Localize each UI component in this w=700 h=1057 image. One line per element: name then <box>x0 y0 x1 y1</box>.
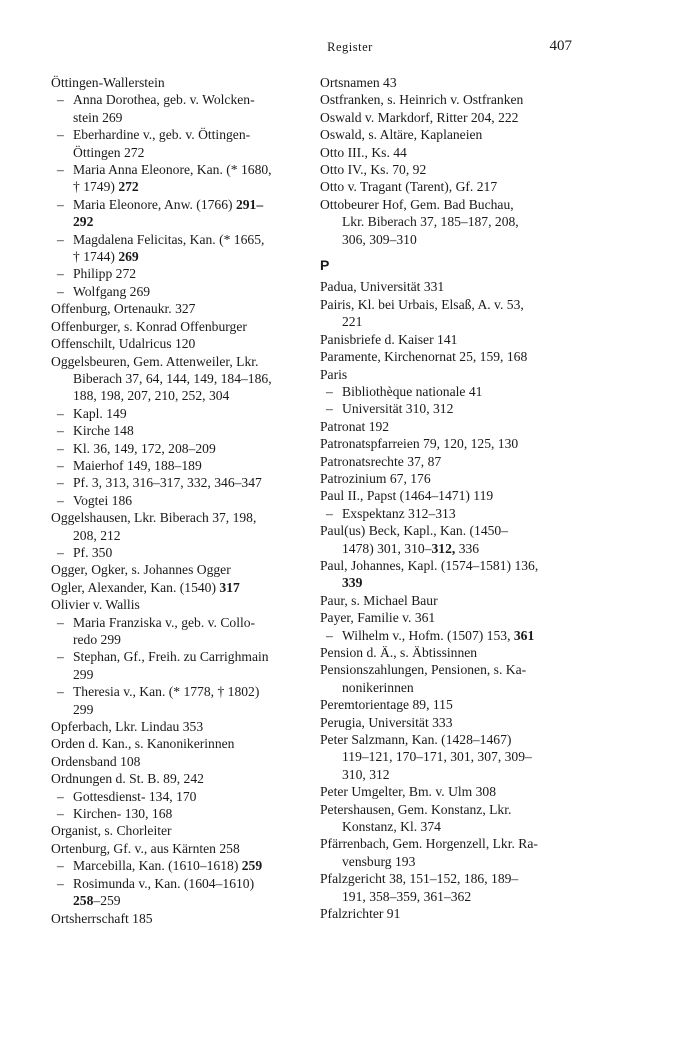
index-entry: Ordnungen d. St. B. 89, 242 <box>51 771 204 787</box>
index-subentry: – Maierhof 149, 188–189 <box>51 457 313 474</box>
index-subentry: – Wilhelm v., Hofm. (1507) 153, 361 <box>320 627 571 644</box>
index-subentry: – Bibliothèque nationale 41 <box>320 383 571 400</box>
index-entry: Pfalzgericht 38, 151–152, 186, 189– <box>320 871 519 887</box>
bold-page-ref: 317 <box>219 579 240 595</box>
index-subentry: – Rosimunda v., Kan. (1604–1610) <box>51 875 313 892</box>
index-entry: Padua, Universität 331 <box>320 279 445 295</box>
index-continuation: Konstanz, Kl. 374 <box>342 819 441 835</box>
index-entry: Peter Umgelter, Bm. v. Ulm 308 <box>320 784 497 800</box>
index-entry: Oswald v. Markdorf, Ritter 204, 222 <box>320 109 519 125</box>
index-continuation: stein 269 <box>73 109 123 125</box>
index-entry: Otto IV., Ks. 70, 92 <box>320 162 427 178</box>
index-entry: Olivier v. Wallis <box>51 597 140 613</box>
index-entry: Organist, s. Chorleiter <box>51 823 172 839</box>
index-subentry: – Stephan, Gf., Freih. zu Carrighmain <box>51 648 313 665</box>
section-letter-heading: P <box>320 257 330 274</box>
index-entry: Offenburger, s. Konrad Offenburger <box>51 318 247 334</box>
index-entry: Perugia, Universität 333 <box>320 714 453 730</box>
index-subentry: – Vogtei 186 <box>51 492 313 509</box>
index-continuation: 119–121, 170–171, 301, 307, 309– <box>342 749 532 765</box>
index-entry: Peter Salzmann, Kan. (1428–1467) <box>320 732 512 748</box>
index-continuation: Öttingen 272 <box>73 144 145 160</box>
index-entry: Oswald, s. Altäre, Kaplaneien <box>320 127 483 143</box>
index-continuation: 208, 212 <box>73 527 121 543</box>
index-subentry: – Philipp 272 <box>51 265 313 282</box>
index-entry: Opferbach, Lkr. Lindau 353 <box>51 719 204 735</box>
index-continuation: 310, 312 <box>342 766 390 782</box>
index-subentry: – Magdalena Felicitas, Kan. (* 1665, <box>51 231 313 248</box>
bold-page-ref: 259 <box>241 858 263 874</box>
bold-page-ref: 269 <box>118 249 139 265</box>
index-subentry: – Anna Dorothea, geb. v. Wolcken- <box>51 91 313 108</box>
index-entry: Otto v. Tragant (Tarent), Gf. 217 <box>320 179 498 195</box>
index-subentry: – Kirche 148 <box>51 422 313 439</box>
index-continuation: Biberach 37, 64, 144, 149, 184–186, <box>73 370 272 386</box>
index-entry: Otto III., Ks. 44 <box>320 144 407 160</box>
index-subentry: – Maria Anna Eleonore, Kan. (* 1680, <box>51 161 313 178</box>
index-continuation: 221 <box>342 314 363 330</box>
index-entry: Öttingen-Wallerstein <box>51 75 165 90</box>
index-entry: Ordensband 108 <box>51 753 141 769</box>
index-subentry: – Pf. 350 <box>51 544 313 561</box>
index-entry: Pfalzrichter 91 <box>320 906 401 922</box>
index-continuation: vensburg 193 <box>342 853 416 869</box>
bold-page-ref: 312, <box>431 540 456 556</box>
index-entry: Patronatspfarreien 79, 120, 125, 130 <box>320 436 519 452</box>
bold-page-ref: 361 <box>513 627 535 643</box>
index-entry: Oggelshausen, Lkr. Biberach 37, 198, <box>51 510 257 526</box>
bold-page-ref: 258 <box>73 893 94 909</box>
index-entry: Ortenburg, Gf. v., aus Kärnten 258 <box>51 840 240 856</box>
index-subentry: – Pf. 3, 313, 316–317, 332, 346–347 <box>51 474 313 491</box>
index-continuation: 1478) 301, 310–312, 336 <box>342 540 480 556</box>
index-entry: Oggelsbeuren, Gem. Attenweiler, Lkr. <box>51 353 259 369</box>
index-subentry: – Theresia v., Kan. (* 1778, † 1802) <box>51 683 313 700</box>
index-column-right <box>320 74 571 923</box>
index-entry: Paramente, Kirchenornat 25, 159, 168 <box>320 349 528 365</box>
index-continuation: 191, 358–359, 361–362 <box>342 888 472 904</box>
index-subentry: – Gottesdienst- 134, 170 <box>51 788 313 805</box>
index-continuation: † 1749) 272 <box>73 179 139 195</box>
index-subentry: – Eberhardine v., geb. v. Öttingen- <box>51 126 313 143</box>
index-entry: Ortsnamen 43 <box>320 75 397 90</box>
index-entry: Patronat 192 <box>320 418 390 434</box>
index-subentry: – Kapl. 149 <box>51 405 313 422</box>
index-subentry: – Wolfgang 269 <box>51 283 313 300</box>
running-title: Register <box>327 40 373 54</box>
index-entry: Pfärrenbach, Gem. Horgenzell, Lkr. Ra- <box>320 836 538 852</box>
bold-page-ref: 291– <box>235 196 264 212</box>
index-entry: Paul(us) Beck, Kapl., Kan. (1450– <box>320 523 509 539</box>
index-entry: Pension d. Ä., s. Äbtissinnen <box>320 645 478 660</box>
page-number: 407 <box>549 38 572 54</box>
index-entry: Paris <box>320 366 348 382</box>
index-entry: Pensionszahlungen, Pensionen, s. Ka- <box>320 662 527 678</box>
index-continuation: 306, 309–310 <box>342 231 417 247</box>
index-entry: Patrozinium 67, 176 <box>320 470 431 486</box>
index-column-left <box>51 74 313 927</box>
index-entry: Orden d. Kan., s. Kanonikerinnen <box>51 736 235 752</box>
index-continuation <box>51 213 313 230</box>
index-subentry: – Maria Franziska v., geb. v. Collo- <box>51 614 313 631</box>
index-entry: Patronatsrechte 37, 87 <box>320 453 442 469</box>
bold-page-ref: 292 <box>73 214 94 230</box>
index-entry: Offenschilt, Udalricus 120 <box>51 336 196 352</box>
bold-page-ref: 339 <box>342 575 363 591</box>
index-continuation <box>320 574 571 591</box>
index-continuation: nonikerinnen <box>342 679 414 695</box>
index-entry: Ostfranken, s. Heinrich v. Ostfranken <box>320 92 524 108</box>
index-continuation: 258–259 <box>73 893 121 909</box>
index-entry: Paul II., Papst (1464–1471) 119 <box>320 488 494 504</box>
index-entry: Ogler, Alexander, Kan. (1540) 317 <box>51 579 240 595</box>
index-entry: Ortsherrschaft 185 <box>51 910 153 926</box>
index-entry: Pairis, Kl. bei Urbais, Elsaß, A. v. 53, <box>320 296 524 312</box>
index-continuation: † 1744) 269 <box>73 249 139 265</box>
index-entry: Petershausen, Gem. Konstanz, Lkr. <box>320 801 512 817</box>
index-entry: Paul, Johannes, Kapl. (1574–1581) 136, <box>320 557 539 573</box>
index-continuation: 188, 198, 207, 210, 252, 304 <box>73 388 230 404</box>
index-continuation: redo 299 <box>73 632 121 647</box>
index-subentry: – Universität 310, 312 <box>320 400 571 417</box>
index-subentry: – Maria Eleonore, Anw. (1766) 291– <box>51 196 313 213</box>
index-entry: Offenburg, Ortenaukr. 327 <box>51 301 196 317</box>
index-entry: Ottobeurer Hof, Gem. Bad Buchau, <box>320 196 514 212</box>
index-subentry: – Exspektanz 312–313 <box>320 505 571 522</box>
index-continuation: 299 <box>73 666 94 682</box>
index-entry: Peremtorientage 89, 115 <box>320 697 453 713</box>
index-subentry: – Marcebilla, Kan. (1610–1618) 259 <box>51 857 313 874</box>
index-entry: Payer, Familie v. 361 <box>320 610 436 626</box>
bold-page-ref: 272 <box>118 179 139 195</box>
index-subentry: – Kl. 36, 149, 172, 208–209 <box>51 440 313 457</box>
index-subentry: – Kirchen- 130, 168 <box>51 805 313 822</box>
index-entry: Ogger, Ogker, s. Johannes Ogger <box>51 562 231 578</box>
index-entry: Paur, s. Michael Baur <box>320 592 438 608</box>
index-entry: Panisbriefe d. Kaiser 141 <box>320 331 458 347</box>
index-continuation: Lkr. Biberach 37, 185–187, 208, <box>342 214 519 230</box>
index-continuation: 299 <box>73 701 94 717</box>
